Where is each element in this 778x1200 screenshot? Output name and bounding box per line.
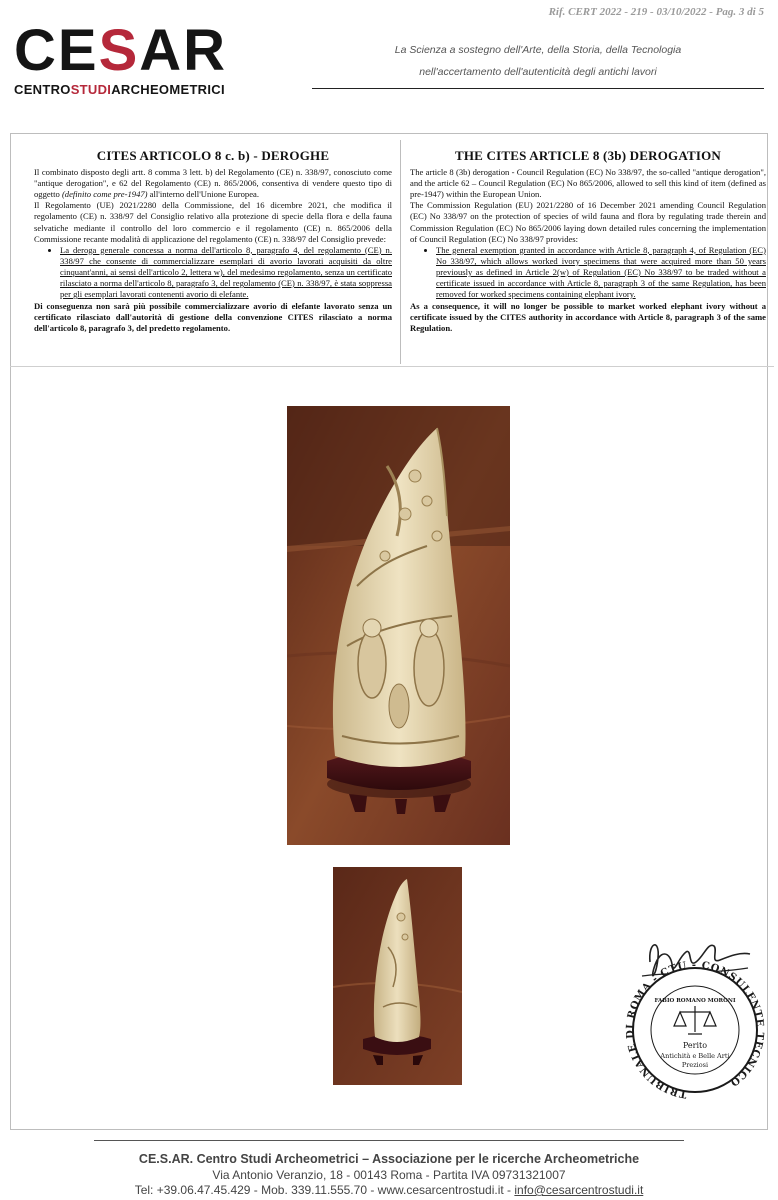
english-paragraph-1: The article 8 (3b) derogation - Council Regulation (EC) No 338/97, the so-called "antique derogation", and the article 62 – Council Regulation (EC) No 865/2006, allowed to sell this kind of item (defined as pre-1947) within the European Union. <box>410 167 766 200</box>
header-divider <box>312 88 764 89</box>
stamp-field: Antichità e Belle Arti <box>660 1052 730 1060</box>
column-divider <box>400 140 401 364</box>
english-paragraph-2: The Commission Regulation (EU) 2021/2280 of 16 December 2021 amending Council Regulation (EC) No 338/97 on the protection of species of wild fauna and flora by regulating trade therein and Commission Regulation (EC) No 865/2006 laying down detailed rules concerning the implementation of Council Regulation (EC) No 338/97 provides: <box>410 200 766 244</box>
footer-organization: CE.S.AR. Centro Studi Archeometrici – Associazione per le ricerche Archeometriche <box>138 1152 640 1166</box>
italian-cites-section <box>34 146 392 335</box>
ivory-carving-photo-side <box>333 867 462 1085</box>
stamp-ring-text: TRIBUNALE DI ROMA - CTU - CONSULENTE TECNICO <box>624 959 766 1100</box>
footer-phone-web: Tel: +39.06.47.45.429 - Mob. 339.11.555.70 - www.cesarcentrostudi.it - <box>134 1183 515 1197</box>
italian-paragraph-2: Il Regolamento (UE) 2021/2280 della Commissione, del 16 dicembre 2021, che modifica il regolamento (CE) n. 338/97 del Consiglio relativo alla protezione di specie della flora e della fauna selvatiche mediante il controllo del loro commercio e il regolamento (CE) n. 865/2006 della Commissione recante modalità di applicazione del regolamento (CE) n. 338/97 del Consiglio prevede: <box>34 200 392 244</box>
cesar-logo <box>14 18 276 97</box>
footer-address: Via Antonio Veranzio, 18 - 00143 Roma - Partita IVA 09731321007 <box>212 1168 566 1182</box>
ivory-carving-photo-front <box>287 406 510 845</box>
tagline-line-2: nell'accertamento dell'autenticità degli antichi lavori <box>419 66 657 78</box>
logo-wordmark: CESAR <box>14 18 228 83</box>
italian-conclusion: Di conseguenza non sarà più possibile commercializzare avorio di elefante lavorato senza un certificato rilasciato dall'autorità di gestione della convenzione CITES rilasciato a norma dell'articolo 8, paragrafo 3, del predetto regolamento. <box>34 301 392 334</box>
logo-subtitle: CENTROSTUDIARCHEOMETRICI <box>14 82 225 97</box>
document-reference: Rif. CERT 2022 - 219 - 03/10/2022 - Pag. 3 di 5 <box>548 6 764 18</box>
footer-divider <box>94 1140 684 1141</box>
stamp-field-2: Preziosi <box>681 1061 709 1069</box>
english-bullet-list <box>410 245 766 300</box>
stamp-role: Perito <box>682 1041 708 1050</box>
tagline-line-1: La Scienza a sostegno dell'Arte, della Storia, della Tecnologia <box>394 44 682 56</box>
english-section-title: THE CITES ARTICLE 8 (3b) DEROGATION <box>455 148 721 163</box>
stamp-expert-name: FABIO ROMANO MORONI <box>654 998 736 1004</box>
section-divider <box>10 366 774 367</box>
footer-contacts <box>0 1183 778 1197</box>
footer-email-link[interactable]: info@cesarcentrostudi.it <box>514 1183 644 1197</box>
italian-section-title: CITES ARTICOLO 8 c. b) - DEROGHE <box>96 148 330 163</box>
italian-bullet-list <box>34 245 392 300</box>
english-bullet-item: • The general exemption granted in accordance with Article 8, paragraph 4, of Regulation (EC) No 338/97, which allows worked ivory specimens that were acquired more than 50 years previously as defined in Article 2(w) of Regulation (EC) No 338/97 to be traded without a certificate issued in accordance with Article 8, paragraph 3 of the same Regulation, has been removed for worked specimens containing elephant ivory. <box>436 245 766 300</box>
italian-bullet-item: • La deroga generale concessa a norma dell'articolo 8, paragrafo 4, del regolamento (CE) n. 338/97 che consente di commercializzare esemplari di avorio lavorati acquisiti da oltre cinquant'anni, ai sensi dell'articolo 2, lettera w), del medesimo regolamento, senza un certificato rilasciato a norma dell'articolo 8, paragrafo 3, del regolamento (CE) n. 338/97, è stata soppressa per gli esemplari lavorati contenenti avorio di elefante. <box>60 245 392 300</box>
expert-signature-stamp <box>620 932 770 1112</box>
italian-paragraph-1: Il combinato disposto degli artt. 8 comma 3 lett. b) del Regolamento (CE) n. 338/97, conosciuto come "antique derogation", e 62 del Regolamento (CE) n. 865/2006, consentiva di vendere questo tipo di oggetto (definito come pre-1947) all'interno dell'Unione Europea. <box>34 167 392 200</box>
english-conclusion: As a consequence, it will no longer be possible to market worked elephant ivory without a certificate issued by the CITES authority in accordance with Article 8, paragraph 3 of the same Regulation. <box>410 301 766 334</box>
english-cites-section <box>410 146 766 335</box>
